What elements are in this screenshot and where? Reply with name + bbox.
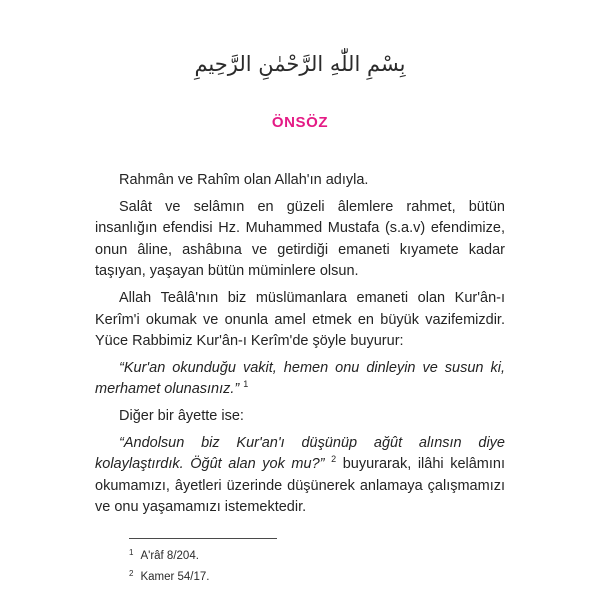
page-title: ÖNSÖZ <box>271 114 329 131</box>
quran-quote-1 <box>95 358 505 401</box>
footnote-2-text: Kamer 54/17. <box>140 571 210 583</box>
quote-1-text: “Kur'an okunduğu vakit, hemen onu dinleyin ve susun ki, merhamet olunasınız.” <box>95 359 505 398</box>
footnote-1-text: A'râf 8/204. <box>140 550 199 562</box>
paragraph-opening: Rahmân ve Rahîm olan Allah'ın adıyla. <box>119 172 369 188</box>
closing-text: buyurarak, ilâhi kelâmını okumamızı, âyetleri üzerinde düşünerek anlamaya çalışmamızı ve onu yaşamamızı istemektedir. <box>95 456 506 516</box>
bismillah-calligraphy: بِسْمِ اللّٰهِ الرَّحْمٰنِ الرَّحِيمِ <box>194 52 406 76</box>
paragraph-transition: Diğer bir âyette ise: <box>119 407 244 424</box>
footnote-2-marker: 2 <box>129 569 134 578</box>
body-text <box>95 170 505 519</box>
footnote-2 <box>129 565 277 586</box>
quote-2-text: “Andolsun biz Kur'an'ı düşünüp ağût alınsın diye kolaylaştırdık. Öğût alan yok mu?” <box>95 434 505 473</box>
footnote-1-marker: 1 <box>129 548 134 557</box>
paragraph-quote-2-and-closing <box>95 433 505 519</box>
footnote-ref-2: 2 <box>331 454 337 465</box>
footnote-1 <box>129 544 277 565</box>
footnote-divider <box>129 538 277 539</box>
paragraph-duty: Allah Teâlâ'nın biz müslümanlara emaneti olan Kur'ân-ı Kerîm'i okumak ve onunla amel etmek en büyük vazifemizdir. Yüce Rabbimiz Kur'ân-ı Kerîm'de şöyle buyurur: <box>95 289 505 350</box>
footnote-ref-1: 1 <box>243 379 249 390</box>
paragraph-salutation: Salât ve selâmın en güzeli âlemlere rahmet, bütün insanlığın efendisi Hz. Muhammed Mustafa (s.a.v) efendimize, onun âline, ashâbına ve getirdiği emaneti kıyamete kadar taşıyan, yaşayan bütün müminlere olsun. <box>95 198 505 280</box>
footnotes-section <box>129 538 277 586</box>
